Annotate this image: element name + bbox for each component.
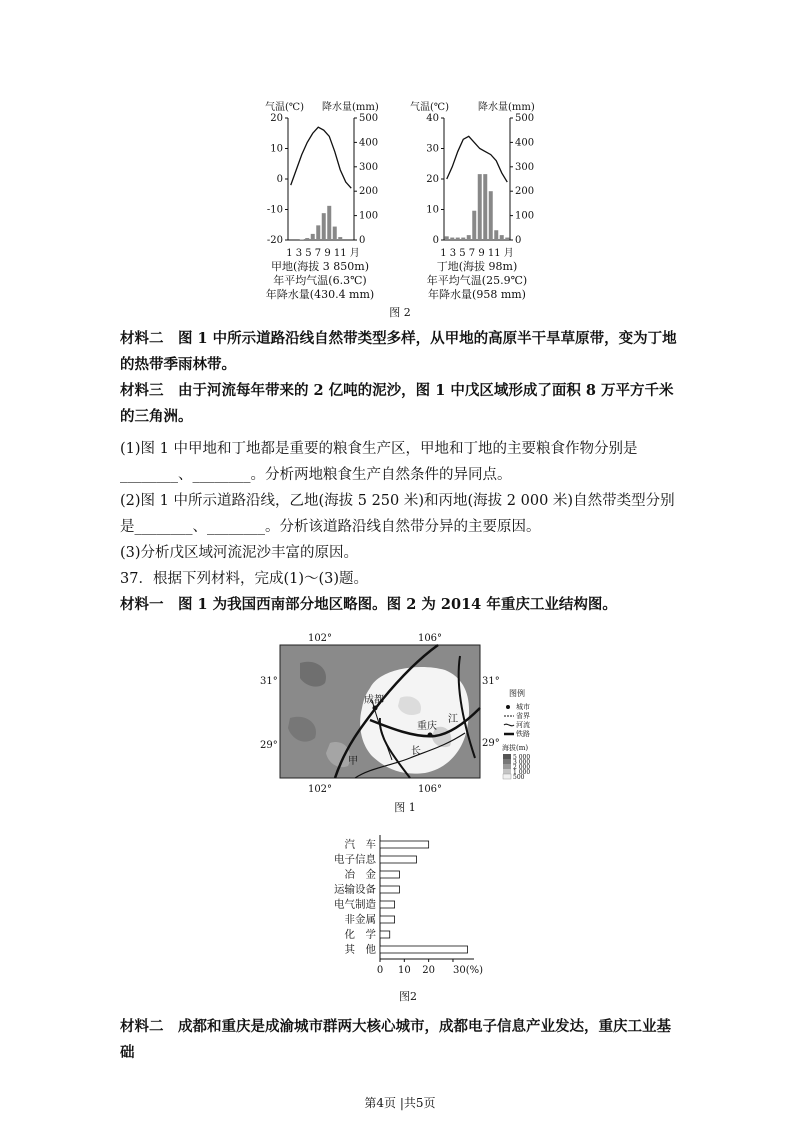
industry-bar (380, 931, 390, 938)
industry-bar (380, 886, 399, 893)
industry-category-label: 非金属 (344, 913, 376, 926)
lon-label-bottom-left: 102° (307, 784, 333, 795)
precip-bar (472, 211, 476, 240)
precip-tick-label: 100 (359, 210, 379, 222)
lon-label-bottom-right: 106° (417, 784, 443, 795)
question-1: (1)图 1 中甲地和丁地都是重要的粮食生产区，甲地和丁地的主要粮食作物分别是________、________。分析两地粮食生产自然条件的异同点。 (120, 441, 638, 483)
precip-tick-label: 400 (359, 137, 379, 149)
precip-bar (467, 235, 471, 240)
industry-bar (380, 856, 416, 863)
temperature-line (447, 136, 508, 182)
temp-tick-label: 0 (432, 235, 439, 246)
precip-bar (305, 238, 309, 240)
lon-label-top-left: 102° (307, 633, 333, 644)
industry-bar (380, 946, 468, 953)
industry-category-label: 化 学 (344, 928, 376, 941)
legend-item: 铁路 (516, 730, 530, 738)
temp-axis-label: 气温(℃) (265, 102, 304, 113)
industry-chart-caption: 图2 (399, 990, 417, 1003)
precip-bar (311, 234, 315, 240)
temp-tick-label: 0 (276, 174, 283, 185)
climate-figure (0, 90, 800, 325)
temp-tick-label: 10 (270, 143, 283, 155)
elevation-label: 500 (513, 774, 525, 781)
industry-x-tick-label: 30(%) (452, 965, 484, 976)
industry-category-label: 其 他 (344, 943, 376, 956)
elevation-swatch (503, 769, 511, 774)
figure-caption: 图 2 (389, 306, 411, 319)
map-legend (502, 688, 530, 781)
industry-category-label: 汽 车 (344, 838, 376, 851)
industry-x-tick-label: 20 (422, 965, 436, 976)
industry-category-label: 电子信息 (334, 853, 376, 866)
climate-chart-jia (265, 100, 379, 301)
avg-temp-label: 年平均气温(25.9℃) (426, 274, 528, 287)
place-label: 丁地(海拔 98m) (436, 260, 518, 273)
lat-label-right-top: 31° (482, 676, 500, 687)
question-2: (2)图 1 中所示道路沿线，乙地(海拔 5 250 米)和丙地(海拔 2 000 米)自然带类型分别是________、________。分析该道路沿线自然带分异的主要原因。 (120, 493, 675, 535)
precip-bar (489, 191, 493, 240)
legend-city-icon (506, 705, 510, 709)
precip-tick-label: 200 (359, 186, 379, 198)
city-dot-chengdu (373, 706, 378, 711)
industry-bar (380, 916, 395, 923)
precip-bar (450, 238, 454, 240)
precip-tick-label: 300 (359, 161, 379, 173)
elevation-label: 3 000 (513, 759, 531, 766)
precip-bar (322, 213, 326, 240)
lat-label-left-top: 31° (260, 676, 278, 687)
city-label-chongqing: 重庆 (417, 721, 437, 732)
elevation-title: 海拔(m) (502, 744, 529, 752)
industry-x-tick-label: 0 (376, 965, 384, 976)
elevation-swatch (503, 764, 511, 769)
precip-tick-label: 400 (515, 137, 535, 149)
month-ticks: 1 3 5 7 9 11 月 (440, 248, 514, 259)
material-2-chengyu-paragraph: 材料二 成都和重庆是成渝城市群两大核心城市，成都电子信息产业发达，重庆工业基础 (120, 1018, 671, 1061)
industry-bar-chart (320, 830, 500, 1005)
precip-tick-label: 0 (359, 235, 366, 246)
industry-category-label: 电气制造 (334, 898, 376, 911)
industry-category-label: 运输设备 (334, 883, 376, 896)
precip-tick-label: 200 (515, 186, 535, 198)
marker-jia: 甲 (348, 756, 358, 767)
precip-tick-label: 500 (515, 113, 535, 124)
annual-precip-label: 年降水量(430.4 mm) (265, 288, 375, 301)
city-dot-chongqing (428, 733, 433, 738)
temp-tick-label: 40 (426, 113, 439, 124)
lat-label-right-bottom: 29° (482, 738, 500, 749)
elevation-label: 2 000 (513, 764, 531, 771)
elevation-label: 1 000 (513, 769, 531, 776)
precip-tick-label: 300 (515, 161, 535, 173)
precip-tick-label: 500 (359, 113, 379, 124)
legend-item: 省界 (516, 712, 530, 720)
city-label-chengdu: 成都 (364, 695, 384, 706)
elevation-swatch (503, 754, 511, 759)
temperature-line (291, 127, 352, 188)
month-ticks: 1 3 5 7 9 11 月 (286, 248, 360, 259)
material-2-paragraph: 材料二 图 1 中所示道路沿线自然带类型多样，从甲地的高原半干旱草原带，变为丁地的热带季雨林带。 (120, 330, 677, 373)
industry-bar (380, 901, 395, 908)
precip-bar (456, 238, 460, 240)
precip-bar (333, 227, 337, 240)
legend-item: 河流 (516, 721, 530, 729)
lon-label-top-right: 106° (417, 633, 443, 644)
precip-bar (500, 235, 504, 240)
southwest-map (260, 628, 550, 816)
material-3-paragraph: 材料三 由于河流每年带来的 2 亿吨的泥沙，图 1 中戊区域形成了面积 8 万平方千米的三角洲。 (120, 382, 674, 425)
precip-tick-label: 100 (515, 210, 535, 222)
marker-jiang: 江 (448, 714, 458, 725)
page-footer: 第4页 |共5页 (364, 1096, 436, 1110)
elevation-swatch (503, 774, 511, 779)
avg-temp-label: 年平均气温(6.3℃) (273, 274, 367, 287)
annual-precip-label: 年降水量(958 mm) (428, 288, 526, 301)
elevation-swatch (503, 759, 511, 764)
elevation-label: 5 000 (513, 754, 531, 761)
legend-title: 图例 (509, 689, 525, 698)
map-caption: 图 1 (394, 801, 416, 814)
industry-x-tick-label: 10 (397, 965, 411, 976)
precip-bar (327, 206, 331, 240)
industry-category-label: 冶 金 (344, 868, 376, 881)
lat-label-left-bottom: 29° (260, 740, 278, 751)
precip-bar (505, 238, 509, 240)
legend-item: 城市 (516, 703, 530, 711)
precip-bar (483, 174, 487, 240)
place-label: 甲地(海拔 3 850m) (270, 260, 370, 273)
precip-bar (494, 230, 498, 240)
material-1-paragraph: 材料一 图 1 为我国西南部分地区略图。图 2 为 2014 年重庆工业结构图。 (120, 596, 617, 613)
climate-chart-ding (410, 100, 535, 301)
temp-tick-label: 20 (270, 113, 283, 124)
precip-bar (445, 236, 449, 240)
question-37: 37．根据下列材料，完成(1)～(3)题。 (120, 571, 369, 587)
precip-bar (478, 174, 482, 240)
precip-bar (461, 238, 465, 240)
marker-chang: 长 (411, 746, 421, 757)
industry-bar (380, 871, 399, 878)
precip-axis-label: 降水量(mm) (322, 102, 379, 113)
temp-tick-label: -20 (266, 235, 283, 246)
temp-tick-label: 10 (426, 204, 439, 216)
question-3: (3)分析戊区域河流泥沙丰富的原因。 (120, 545, 359, 561)
temp-tick-label: 30 (426, 143, 439, 155)
temp-axis-label: 气温(℃) (410, 102, 449, 113)
industry-bar (380, 841, 429, 848)
precip-axis-label: 降水量(mm) (478, 102, 535, 113)
temp-tick-label: 20 (426, 174, 439, 185)
precip-bar (338, 237, 342, 240)
precip-bar (316, 225, 320, 240)
temp-tick-label: -10 (266, 204, 283, 216)
legend-river-icon (504, 724, 514, 726)
precip-tick-label: 0 (515, 235, 522, 246)
